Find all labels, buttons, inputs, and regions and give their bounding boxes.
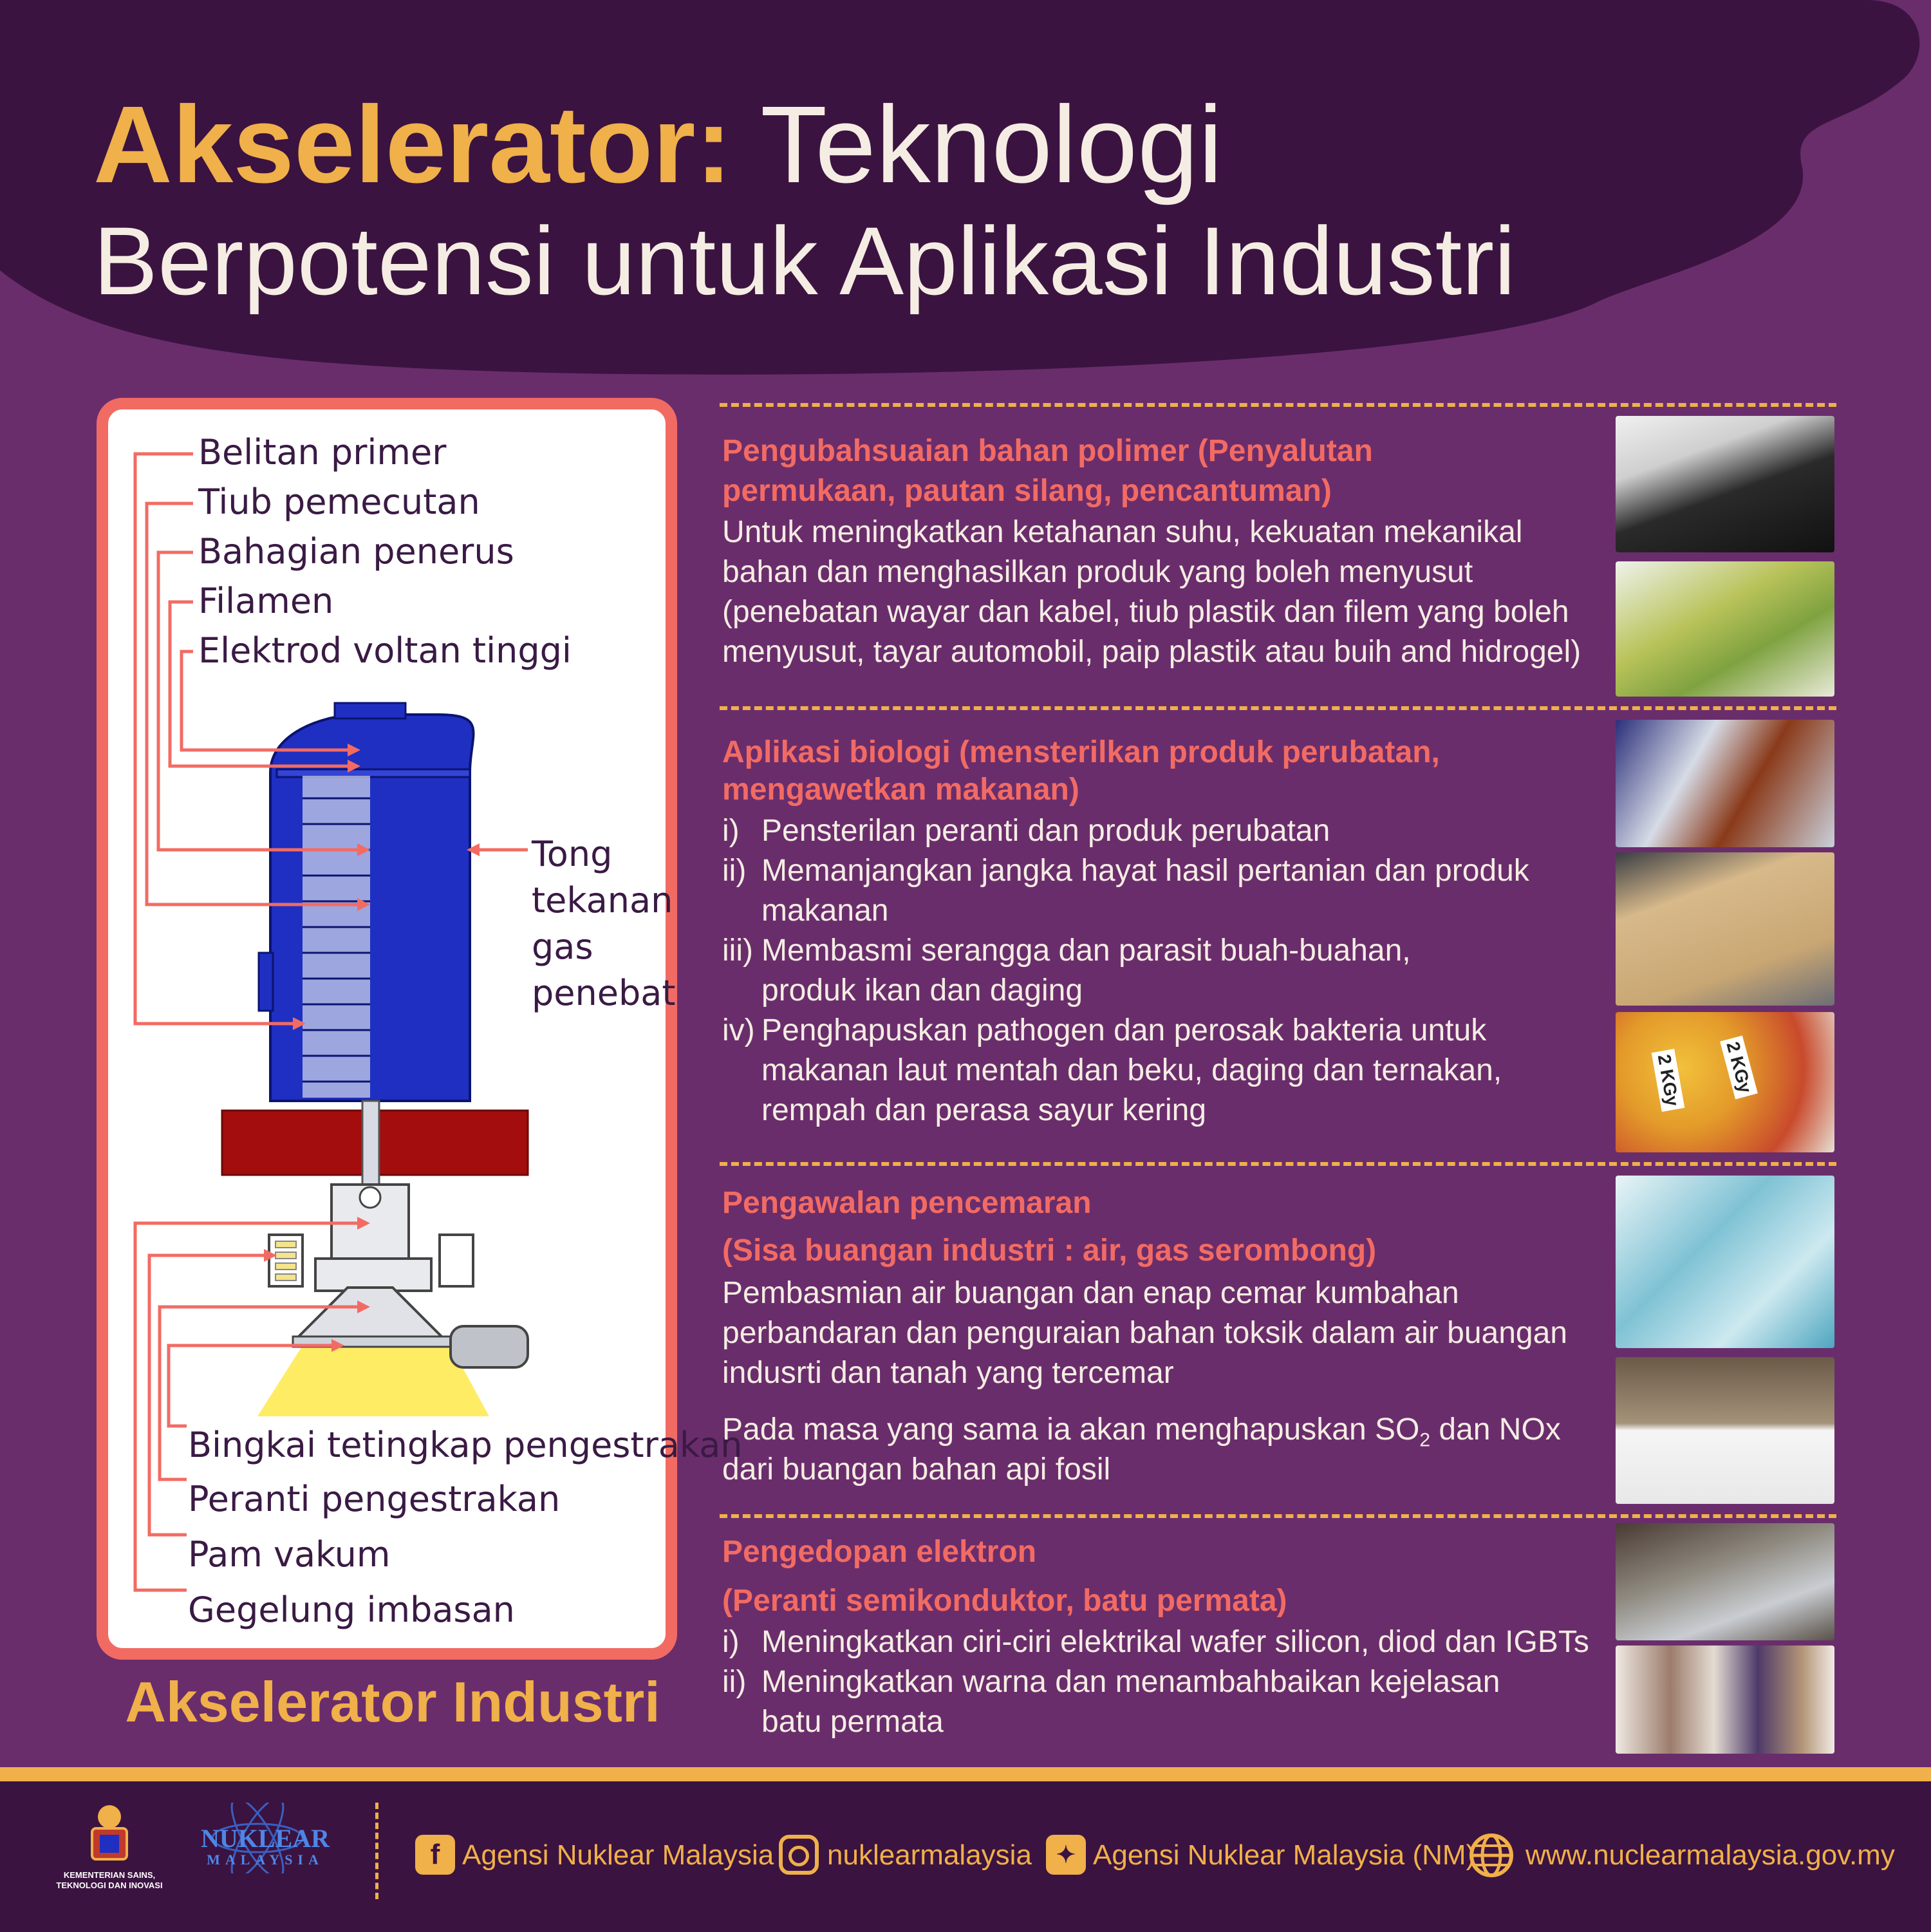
fruit-tag-1: 2 KGy — [1652, 1049, 1685, 1112]
section-1-body-1: Untuk meningkatkan ketahanan suhu, kekuatan mekanikal — [722, 515, 1523, 549]
section-2-item-4-line-3: rempah dan perasa sayur kering — [761, 1093, 1207, 1127]
section-1-heading-1: Pengubahsuaian bahan polimer (Penyalutan — [722, 434, 1373, 468]
section-3-heading-2: (Sisa buangan industri : air, gas serombong) — [722, 1233, 1377, 1268]
section-2-heading-1: Aplikasi biologi (mensterilkan produk perubatan, — [722, 735, 1440, 769]
photo-cables — [1616, 416, 1834, 552]
agency-logo-text-2: MALAYSIA — [207, 1852, 324, 1868]
section-2-item-2-num: ii) — [722, 854, 747, 888]
title-rest: Teknologi — [732, 84, 1223, 206]
photo-treatment-process — [1616, 1357, 1834, 1504]
side-port — [259, 953, 273, 1011]
section-3-body-3: indusrti dan tanah yang tercemar — [722, 1356, 1174, 1390]
facebook-icon[interactable]: f — [415, 1835, 455, 1875]
section-1-body-3: (penebatan wayar dan kabel, tiub plastik dan filem yang boleh — [722, 595, 1569, 629]
photo-medical-products — [1616, 720, 1834, 847]
label-tong-2: tekanan — [532, 880, 673, 921]
section-3-body-1: Pembasmian air buangan dan enap cemar kumbahan — [722, 1276, 1459, 1310]
facebook-link[interactable]: Agensi Nuklear Malaysia — [462, 1839, 774, 1871]
section-2-item-1-line-1: Pensterilan peranti dan produk perubatan — [761, 814, 1330, 848]
label-tiub-pemecutan: Tiub pemecutan — [198, 482, 480, 522]
section-4-item-1-line-1: Meningkatkan ciri-ciri elektrikal wafer silicon, diod dan IGBTs — [761, 1625, 1589, 1659]
fruit-tag-2: 2 KGy — [1720, 1035, 1758, 1099]
section-2-item-2-line-2: makanan — [761, 894, 889, 928]
ministry-name — [45, 1870, 174, 1891]
photo-waste-water — [1616, 1176, 1834, 1348]
section-4-item-2-line-2: batu permata — [761, 1705, 944, 1739]
label-bingkai-tetingkap: Bingkai tetingkap pengestrakan — [188, 1425, 743, 1465]
section-1-body-4: menyusut, tayar automobil, paip plastik atau buih and hidrogel) — [722, 635, 1581, 669]
label-elektrod-voltan-tinggi: Elektrod voltan tinggi — [198, 630, 572, 671]
section-2-item-4-line-1: Penghapuskan pathogen dan perosak bakteria untuk — [761, 1013, 1487, 1047]
label-tong-1: Tong — [532, 834, 613, 874]
note-text-b: dan NOx — [1430, 1412, 1561, 1447]
section-2-item-1-num: i) — [722, 814, 740, 848]
photo-gemstones — [1616, 1646, 1834, 1754]
section-1-body-2: bahan dan menghasilkan produk yang boleh menyusut — [722, 555, 1473, 589]
photo-foam-tubes — [1616, 561, 1834, 697]
section-divider — [720, 706, 1836, 710]
section-2-item-3-line-2: produk ikan dan daging — [761, 973, 1083, 1008]
vacuum-hose — [451, 1326, 528, 1367]
note-subscript: 2 — [1419, 1429, 1431, 1451]
section-divider — [720, 1162, 1836, 1166]
ministry-line-1: KEMENTERIAN SAINS, — [63, 1870, 156, 1880]
globe-icon[interactable] — [1468, 1832, 1515, 1879]
label-belitan-primer: Belitan primer — [198, 432, 447, 473]
label-peranti-pengestrakan: Peranti pengestrakan — [188, 1479, 561, 1519]
photo-irradiated-fruit — [1616, 1012, 1834, 1152]
section-2-item-3-line-1: Membasmi serangga dan parasit buah-buahan, — [761, 933, 1411, 968]
title-accent: Akselerator: — [93, 84, 732, 206]
twitter-icon[interactable]: ✦ — [1046, 1835, 1086, 1875]
section-3-body-2: perbandaran dan penguraian bahan toksik dalam air buangan — [722, 1316, 1567, 1350]
beam-column — [362, 1101, 379, 1185]
label-pam-vakum: Pam vakum — [188, 1534, 391, 1575]
instagram-link[interactable]: nuklearmalaysia — [827, 1839, 1032, 1871]
twitter-link[interactable]: Agensi Nuklear Malaysia (NM) — [1093, 1839, 1476, 1871]
diagram-caption: Akselerator Industri — [125, 1670, 660, 1734]
coil-right — [440, 1235, 473, 1286]
label-tong-4: penebat — [532, 973, 676, 1013]
section-4-heading-2: (Peranti semikonduktor, batu permata) — [722, 1584, 1287, 1618]
label-filamen: Filamen — [198, 581, 334, 621]
section-2-item-3-num: iii) — [722, 933, 753, 968]
section-divider — [720, 1514, 1836, 1518]
section-4-heading-1: Pengedopan elektron — [722, 1535, 1037, 1569]
photo-semiconductor-lab — [1616, 1523, 1834, 1640]
instagram-icon[interactable] — [779, 1835, 819, 1875]
section-4-item-2-num: ii) — [722, 1665, 747, 1699]
section-divider — [720, 403, 1836, 407]
coat-of-arms-logo — [74, 1803, 145, 1867]
vessel-lid — [335, 703, 406, 718]
section-2-item-4-num: iv) — [722, 1013, 755, 1047]
section-2-item-2-line-1: Memanjangkan jangka hayat hasil pertanian dan produk — [761, 854, 1529, 888]
section-2-heading-2: mengawetkan makanan) — [722, 773, 1079, 807]
label-bahagian-penerus: Bahagian penerus — [198, 531, 514, 572]
website-link[interactable]: www.nuclearmalaysia.gov.my — [1525, 1839, 1895, 1871]
ministry-line-2: TEKNOLOGI DAN INOVASI — [56, 1880, 163, 1890]
page-subtitle: Berpotensi untuk Aplikasi Industri — [93, 207, 1516, 315]
footer-divider — [375, 1803, 378, 1899]
cross-pipe — [315, 1259, 431, 1291]
section-2-item-4-line-2: makanan laut mentah dan beku, daging dan ternakan, — [761, 1053, 1502, 1087]
section-1-heading-2: permukaan, pautan silang, pencantuman) — [722, 474, 1332, 508]
agency-logo-text-1: NUKLEAR — [200, 1824, 330, 1853]
section-3-heading-1: Pengawalan pencemaran — [722, 1186, 1092, 1220]
scan-horn — [296, 1288, 444, 1339]
photo-food-boxes — [1616, 852, 1834, 1006]
section-3-note-2: dari buangan bahan api fosil — [722, 1452, 1111, 1487]
note-text-a: Pada masa yang sama ia akan menghapuskan SO — [722, 1412, 1420, 1447]
label-tong-3: gas — [532, 926, 593, 967]
vacuum-port — [360, 1187, 380, 1208]
label-gegelung-imbasan: Gegelung imbasan — [188, 1590, 515, 1630]
section-4-item-2-line-1: Meningkatkan warna dan menambahbaikan kejelasan — [761, 1665, 1500, 1699]
section-4-item-1-num: i) — [722, 1625, 740, 1659]
